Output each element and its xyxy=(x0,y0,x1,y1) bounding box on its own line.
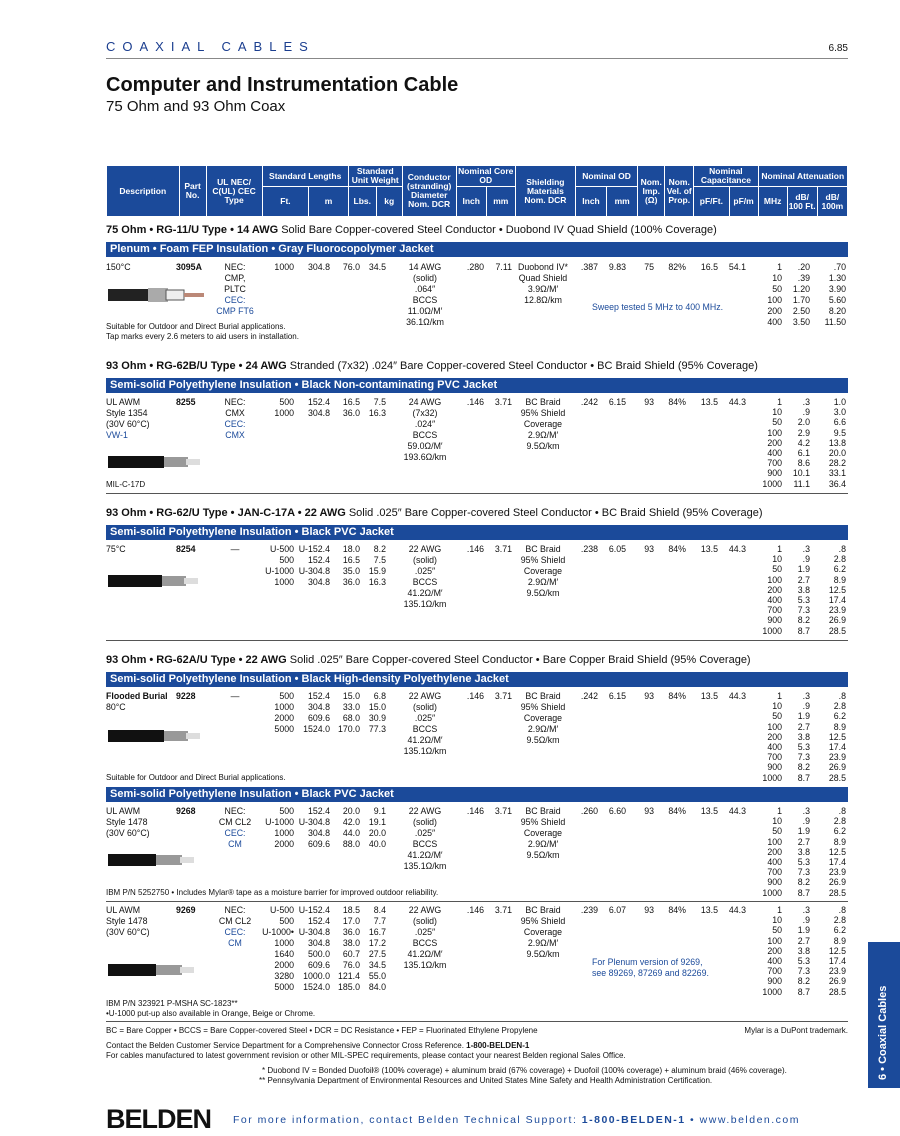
col-od-inch: Inch xyxy=(575,187,606,217)
heading-rest: Solid .025″ Bare Copper-covered Steel Conductor • BC Braid Shield (95% Coverage) xyxy=(348,507,763,519)
shielding: BC Braid 95% Shield Coverage 2.9Ω/M′ 9.5Ω/km xyxy=(520,691,566,745)
core-od-mm: 3.71 xyxy=(494,544,512,554)
desc: UL AWM Style 1354 (30V 60°C) xyxy=(106,397,150,429)
desc: UL AWM Style 1478 (30V 60°C) xyxy=(106,905,150,937)
weight-kg: 7.5 16.3 xyxy=(368,397,386,418)
core-od-inch: .146 xyxy=(466,397,484,407)
cable-image-9268 xyxy=(108,850,208,870)
section-heading-rg62 xyxy=(106,507,763,519)
velocity: 84% xyxy=(668,397,686,407)
column-header-table xyxy=(106,165,848,217)
cap-pfm: 54.1 xyxy=(728,262,746,272)
impedance: 93 xyxy=(644,691,654,701)
od-mm: 6.60 xyxy=(608,806,626,816)
cable-image-8254 xyxy=(108,571,208,591)
weight-lbs: 18.0 16.5 35.0 36.0 xyxy=(342,544,360,587)
footer-phone: 1-800-BELDEN-1 xyxy=(581,1114,686,1126)
atten-db-ft: .3 .9 2.0 2.9 4.2 6.1 8.6 10.1 11.1 xyxy=(792,397,810,489)
col-attenuation: Nominal Attenuation xyxy=(758,166,847,187)
col-part-no: Part No. xyxy=(179,166,206,217)
length-ft: 500 1000 xyxy=(274,397,294,418)
belden-logo: BELDEN xyxy=(106,1104,212,1134)
part-no: 9228 xyxy=(176,691,196,701)
velocity: 82% xyxy=(668,262,686,272)
insulation-bar: Semi-solid Polyethylene Insulation • Black PVC Jacket xyxy=(106,787,848,802)
velocity: 84% xyxy=(668,905,686,915)
col-capacitance: Nominal Capacitance xyxy=(694,166,758,187)
cec-type: CEC: CM xyxy=(224,828,246,849)
shielding: BC Braid 95% Shield Coverage 2.9Ω/M′ 9.5Ω/km xyxy=(520,806,566,860)
weight-lbs: 18.5 17.0 36.0 38.0 60.7 76.0 121.4 185.0 xyxy=(337,905,360,992)
footer-website: • www.belden.com xyxy=(685,1114,801,1126)
atten-db-ft: .3 .9 1.9 2.7 3.8 5.3 7.3 8.2 8.7 xyxy=(797,691,810,783)
section-header: COAXIAL CABLES xyxy=(106,39,315,54)
contact-phone: 1-800-BELDEN-1 xyxy=(466,1041,530,1050)
cap-pfft: 13.5 xyxy=(700,806,718,816)
impedance: 93 xyxy=(644,397,654,407)
atten-db-m: 1.0 3.0 6.6 9.5 13.8 20.0 28.2 33.1 36.4 xyxy=(828,397,846,489)
shielding: BC Braid 95% Shield Coverage 2.9Ω/M′ 9.5Ω/km xyxy=(520,397,566,451)
atten-db-m: .8 2.8 6.2 8.9 12.5 17.4 23.9 26.9 28.5 xyxy=(828,806,846,898)
weight-kg: 8.2 7.5 15.9 16.3 xyxy=(368,544,386,587)
od-inch: .238 xyxy=(580,544,598,554)
cec-type: CEC: CMX xyxy=(224,419,246,440)
heading-rest: Solid Bare Copper-covered Steel Conductor • Duobond IV Quad Shield (100% Coverage) xyxy=(281,224,717,236)
atten-db-m: .8 2.8 6.2 8.9 12.5 17.4 23.9 26.9 28.5 xyxy=(828,691,846,783)
product-row-8254 xyxy=(106,544,848,639)
length-m: 152.4 304.8 xyxy=(307,397,330,418)
cap-pfft: 13.5 xyxy=(700,544,718,554)
heading-bold: 75 Ohm • RG-11/U Type • 14 AWG xyxy=(106,224,279,236)
weight-lbs: 76.0 xyxy=(342,262,360,272)
col-imp: Nom. Imp. (Ω) xyxy=(638,166,665,217)
atten-db-ft: .3 .9 1.9 2.7 3.8 5.3 7.3 8.2 8.7 xyxy=(797,544,810,636)
section-heading-rg11 xyxy=(106,224,717,236)
divider xyxy=(106,640,848,641)
footnote-duobond: * Duobond IV = Bonded Duofoil® (100% coverage) + aluminum braid (67% coverage) + Duofoil (100% coverage) + aluminum braid (46% coverage). xyxy=(262,1066,787,1075)
weight-lbs: 20.0 42.0 44.0 88.0 xyxy=(342,806,360,849)
side-tab-label: 6 • Coaxial Cables xyxy=(877,985,889,1080)
desc-vw1: VW-1 xyxy=(106,430,128,440)
section-heading-rg62a xyxy=(106,654,751,666)
core-od-mm: 3.71 xyxy=(494,905,512,915)
cable-image-3095A xyxy=(108,283,208,307)
conductor: 22 AWG (solid) .025″ BCCS 41.2Ω/M′ 135.1Ω/km xyxy=(403,905,447,970)
atten-db-m: .70 1.30 3.90 5.60 8.20 11.50 xyxy=(824,262,846,327)
page-number: 6.85 xyxy=(828,43,848,54)
weight-lbs: 15.0 33.0 68.0 170.0 xyxy=(337,691,360,734)
weight-kg: 8.4 7.7 16.7 17.2 27.5 34.5 55.0 84.0 xyxy=(368,905,386,992)
col-core-mm: mm xyxy=(486,187,515,217)
ul-type: — xyxy=(230,544,240,554)
atten-db-ft: .3 .9 1.9 2.7 3.8 5.3 7.3 8.2 8.7 xyxy=(797,905,810,997)
part-no: 3095A xyxy=(176,262,202,272)
velocity: 84% xyxy=(668,691,686,701)
atten-mhz: 1 10 50 100 200 400 700 900 1000 xyxy=(762,806,782,898)
part-no: 9269 xyxy=(176,905,196,915)
col-vel: Nom. Vel. of Prop. xyxy=(665,166,694,217)
atten-db-m: .8 2.8 6.2 8.9 12.5 17.4 23.9 26.9 28.5 xyxy=(828,544,846,636)
core-od-mm: 3.71 xyxy=(494,691,512,701)
product-row-9269 xyxy=(106,905,848,1000)
core-od-mm: 7.11 xyxy=(495,262,512,272)
core-od-inch: .280 xyxy=(466,262,484,272)
insulation-bar: Semi-solid Polyethylene Insulation • Black High-density Polyethylene Jacket xyxy=(106,672,848,687)
cap-pfft: 13.5 xyxy=(700,691,718,701)
col-lbs: Lbs. xyxy=(348,187,376,217)
insulation-bar: Plenum • Foam FEP Insulation • Gray Fluorocopolymer Jacket xyxy=(106,242,848,257)
desc: UL AWM Style 1478 (30V 60°C) xyxy=(106,806,150,838)
page-title: Computer and Instrumentation Cable xyxy=(106,74,459,96)
atten-mhz: 1 10 50 100 200 400 700 900 1000 xyxy=(762,905,782,997)
length-m: 152.4 304.8 609.6 1524.0 xyxy=(303,691,330,734)
abbreviation-legend: BC = Bare Copper • BCCS = Bare Copper-covered Steel • DCR = DC Resistance • FEP = Fluorinated Ethylene Propylene xyxy=(106,1026,538,1035)
core-od-inch: .146 xyxy=(466,806,484,816)
cap-pfft: 13.5 xyxy=(700,905,718,915)
impedance: 75 xyxy=(644,262,654,272)
cap-pfm: 44.3 xyxy=(728,806,746,816)
heading-bold: 93 Ohm • RG-62/U Type • JAN-C-17A • 22 AWG xyxy=(106,507,346,519)
conductor: 24 AWG (7x32) .024″ BCCS 59.0Ω/M′ 193.6Ω/km xyxy=(403,397,447,462)
section-note: Suitable for Outdoor and Direct Burial applications. Tap marks every 2.6 meters to aid users in installation. xyxy=(106,322,299,341)
col-std-lengths: Standard Lengths xyxy=(262,166,348,187)
heading-bold: 93 Ohm • RG-62B/U Type • 24 AWG xyxy=(106,360,287,372)
section-heading-rg62b xyxy=(106,360,758,372)
weight-kg: 34.5 xyxy=(368,262,386,272)
velocity: 84% xyxy=(668,806,686,816)
part-no: 9268 xyxy=(176,806,196,816)
atten-mhz: 1 10 50 100 200 400 700 900 1000 xyxy=(762,397,782,489)
cap-pfm: 44.3 xyxy=(728,905,746,915)
heading-rest: Solid .025″ Bare Copper-covered Steel Conductor • Bare Copper Braid Shield (95% Coverage) xyxy=(289,654,751,666)
desc: 150°C xyxy=(106,262,131,272)
atten-mhz: 1 10 50 100 200 400 xyxy=(767,262,782,327)
od-inch: .242 xyxy=(580,691,598,701)
length-ft: U-500 500 U-1000• 1000 1640 2000 3280 5000 xyxy=(262,905,294,992)
length-m: U-152.4 152.4 U-304.8 304.8 500.0 609.6 1000.0 1524.0 xyxy=(298,905,330,992)
conductor: 14 AWG (solid) .064″ BCCS 11.0Ω/M′ 36.1Ω/km xyxy=(406,262,444,327)
cap-pfft: 13.5 xyxy=(700,397,718,407)
length-ft: 1000 xyxy=(274,262,294,272)
ul-type: — xyxy=(230,691,240,701)
col-std-weight: Standard Unit Weight xyxy=(348,166,402,187)
col-shielding: Shielding Materials Nom. DCR xyxy=(515,166,575,217)
weight-kg: 6.8 15.0 30.9 77.3 xyxy=(368,691,386,734)
col-db-100m: dB/ 100m xyxy=(817,187,847,217)
cap-pfft: 16.5 xyxy=(700,262,718,272)
velocity: 84% xyxy=(668,544,686,554)
od-inch: .239 xyxy=(580,905,598,915)
desc: 80°C xyxy=(106,702,126,712)
ul-type: NEC: CMP, PLTC xyxy=(224,262,246,294)
contact-note xyxy=(106,1041,529,1051)
cable-image-9269 xyxy=(108,960,208,980)
side-tab xyxy=(868,942,900,1088)
footnote-msha: ** Pennsylvania Department of Environmental Resources and United States Mine Safety and Health Administration Certification. xyxy=(259,1076,713,1085)
ul-type: NEC: CM CL2 xyxy=(218,806,252,827)
impedance: 93 xyxy=(644,544,654,554)
footer-text: For more information, contact Belden Technical Support: xyxy=(233,1114,582,1126)
conductor: 22 AWG (solid) .025″ BCCS 41.2Ω/M′ 135.1Ω/km xyxy=(403,806,447,871)
milspec-note: For cables manufactured to latest government revision or other MIL-SPEC requirements, please contact your nearest Belden regional Sales Office. xyxy=(106,1051,626,1060)
conductor: 22 AWG (solid) .025″ BCCS 41.2Ω/M′ 135.1Ω/km xyxy=(403,544,447,609)
col-mhz: MHz xyxy=(758,187,787,217)
insulation-bar: Semi-solid Polyethylene Insulation • Black PVC Jacket xyxy=(106,525,848,540)
desc: 75°C xyxy=(106,544,126,554)
length-ft: 500 1000 2000 5000 xyxy=(274,691,294,734)
desc-bold: Flooded Burial xyxy=(106,691,168,701)
core-od-mm: 3.71 xyxy=(494,806,512,816)
footer-contact xyxy=(233,1114,800,1126)
od-mm: 6.05 xyxy=(608,544,626,554)
cap-pfm: 44.3 xyxy=(728,397,746,407)
section-note: IBM P/N 5252750 • Includes Mylar® tape as a moisture barrier for improved outdoor reliability. xyxy=(106,888,439,897)
heading-bold: 93 Ohm • RG-62A/U Type • 22 AWG xyxy=(106,654,287,666)
col-ul-type: UL NEC/ C(UL) CEC Type xyxy=(206,166,262,217)
cap-pfm: 44.3 xyxy=(728,544,746,554)
col-pfft: pF/Ft. xyxy=(694,187,729,217)
od-inch: .387 xyxy=(580,262,598,272)
page-subtitle: 75 Ohm and 93 Ohm Coax xyxy=(106,98,286,115)
trademark-note: Mylar is a DuPont trademark. xyxy=(744,1026,848,1035)
col-nom-od: Nominal OD xyxy=(575,166,637,187)
od-inch: .260 xyxy=(580,806,598,816)
shielding: BC Braid 95% Shield Coverage 2.9Ω/M′ 9.5Ω/km xyxy=(520,544,566,598)
col-core-inch: Inch xyxy=(456,187,486,217)
od-mm: 6.07 xyxy=(608,905,626,915)
atten-db-m: .8 2.8 6.2 8.9 12.5 17.4 23.9 26.9 28.5 xyxy=(828,905,846,997)
od-inch: .242 xyxy=(580,397,598,407)
product-row-8255 xyxy=(106,397,848,492)
section-note: Suitable for Outdoor and Direct Burial applications. xyxy=(106,773,286,782)
part-no: 8254 xyxy=(176,544,196,554)
length-ft: 500 U-1000 1000 2000 xyxy=(265,806,294,849)
length-m: U-152.4 152.4 U-304.8 304.8 xyxy=(298,544,330,587)
core-od-mm: 3.71 xyxy=(494,397,512,407)
section-note: MIL-C-17D xyxy=(106,480,146,489)
col-kg: kg xyxy=(376,187,402,217)
od-mm: 6.15 xyxy=(608,397,626,407)
impedance: 93 xyxy=(644,806,654,816)
cable-image-9228 xyxy=(108,726,208,746)
ul-type: NEC: CM CL2 xyxy=(218,905,252,926)
od-mm: 6.15 xyxy=(608,691,626,701)
atten-mhz: 1 10 50 100 200 400 700 900 1000 xyxy=(762,544,782,636)
col-od-mm: mm xyxy=(607,187,638,217)
atten-mhz: 1 10 50 100 200 400 700 900 1000 xyxy=(762,691,782,783)
divider xyxy=(106,901,848,902)
impedance: 93 xyxy=(644,905,654,915)
divider xyxy=(106,1021,848,1022)
length-ft: U-500 500 U-1000 1000 xyxy=(265,544,294,587)
heading-rest: Stranded (7x32) .024″ Bare Copper-covered Steel Conductor • BC Braid Shield (95% Coverage) xyxy=(289,360,758,372)
length-m: 304.8 xyxy=(307,262,330,272)
ul-type: NEC: CMX xyxy=(224,397,246,418)
weight-lbs: 16.5 36.0 xyxy=(342,397,360,418)
insulation-bar: Semi-solid Polyethylene Insulation • Black Non-contaminating PVC Jacket xyxy=(106,378,848,393)
sweep-note: Sweep tested 5 MHz to 400 MHz. xyxy=(592,302,724,312)
col-ft: Ft. xyxy=(262,187,309,217)
conductor: 22 AWG (solid) .025″ BCCS 41.2Ω/M′ 135.1Ω/km xyxy=(403,691,447,756)
divider xyxy=(106,493,848,494)
weight-kg: 9.1 19.1 20.0 40.0 xyxy=(368,806,386,849)
col-core-od: Nominal Core OD xyxy=(458,166,514,185)
section-note: IBM P/N 323921 P-MSHA SC-1823** •U-1000 put-up also available in Orange, Beige or Chrome. xyxy=(106,999,316,1018)
core-od-inch: .146 xyxy=(466,905,484,915)
core-od-inch: .146 xyxy=(466,544,484,554)
plenum-note: For Plenum version of 9269, see 89269, 87269 and 82269. xyxy=(592,957,709,978)
header-rule xyxy=(106,58,848,59)
col-description: Description xyxy=(107,166,180,217)
cec-type: CEC: CM xyxy=(224,927,246,948)
atten-db-ft: .3 .9 1.9 2.7 3.8 5.3 7.3 8.2 8.7 xyxy=(797,806,810,898)
atten-db-ft: .20 .39 1.20 1.70 2.50 3.50 xyxy=(792,262,810,327)
od-mm: 9.83 xyxy=(608,262,626,272)
col-conductor: Conductor (stranding) Diameter Nom. DCR xyxy=(402,166,456,217)
core-od-inch: .146 xyxy=(466,691,484,701)
cable-image-8255 xyxy=(108,452,208,472)
shielding: BC Braid 95% Shield Coverage 2.9Ω/M′ 9.5Ω/km xyxy=(520,905,566,959)
length-m: 152.4 U-304.8 304.8 609.6 xyxy=(298,806,330,849)
contact-text: Contact the Belden Customer Service Department for a Comprehensive Connector Cross Reference. xyxy=(106,1041,467,1050)
col-pfm: pF/m xyxy=(729,187,758,217)
part-no: 8255 xyxy=(176,397,196,407)
cap-pfm: 44.3 xyxy=(728,691,746,701)
product-row-9228 xyxy=(106,691,848,786)
product-row-9268 xyxy=(106,806,848,901)
cec-type: CEC: CMP FT6 xyxy=(216,295,254,316)
shielding: Duobond IV* Quad Shield 3.9Ω/M′ 12.8Ω/km xyxy=(518,262,568,305)
col-m: m xyxy=(309,187,348,217)
col-db-100ft: dB/ 100 Ft. xyxy=(787,187,817,217)
